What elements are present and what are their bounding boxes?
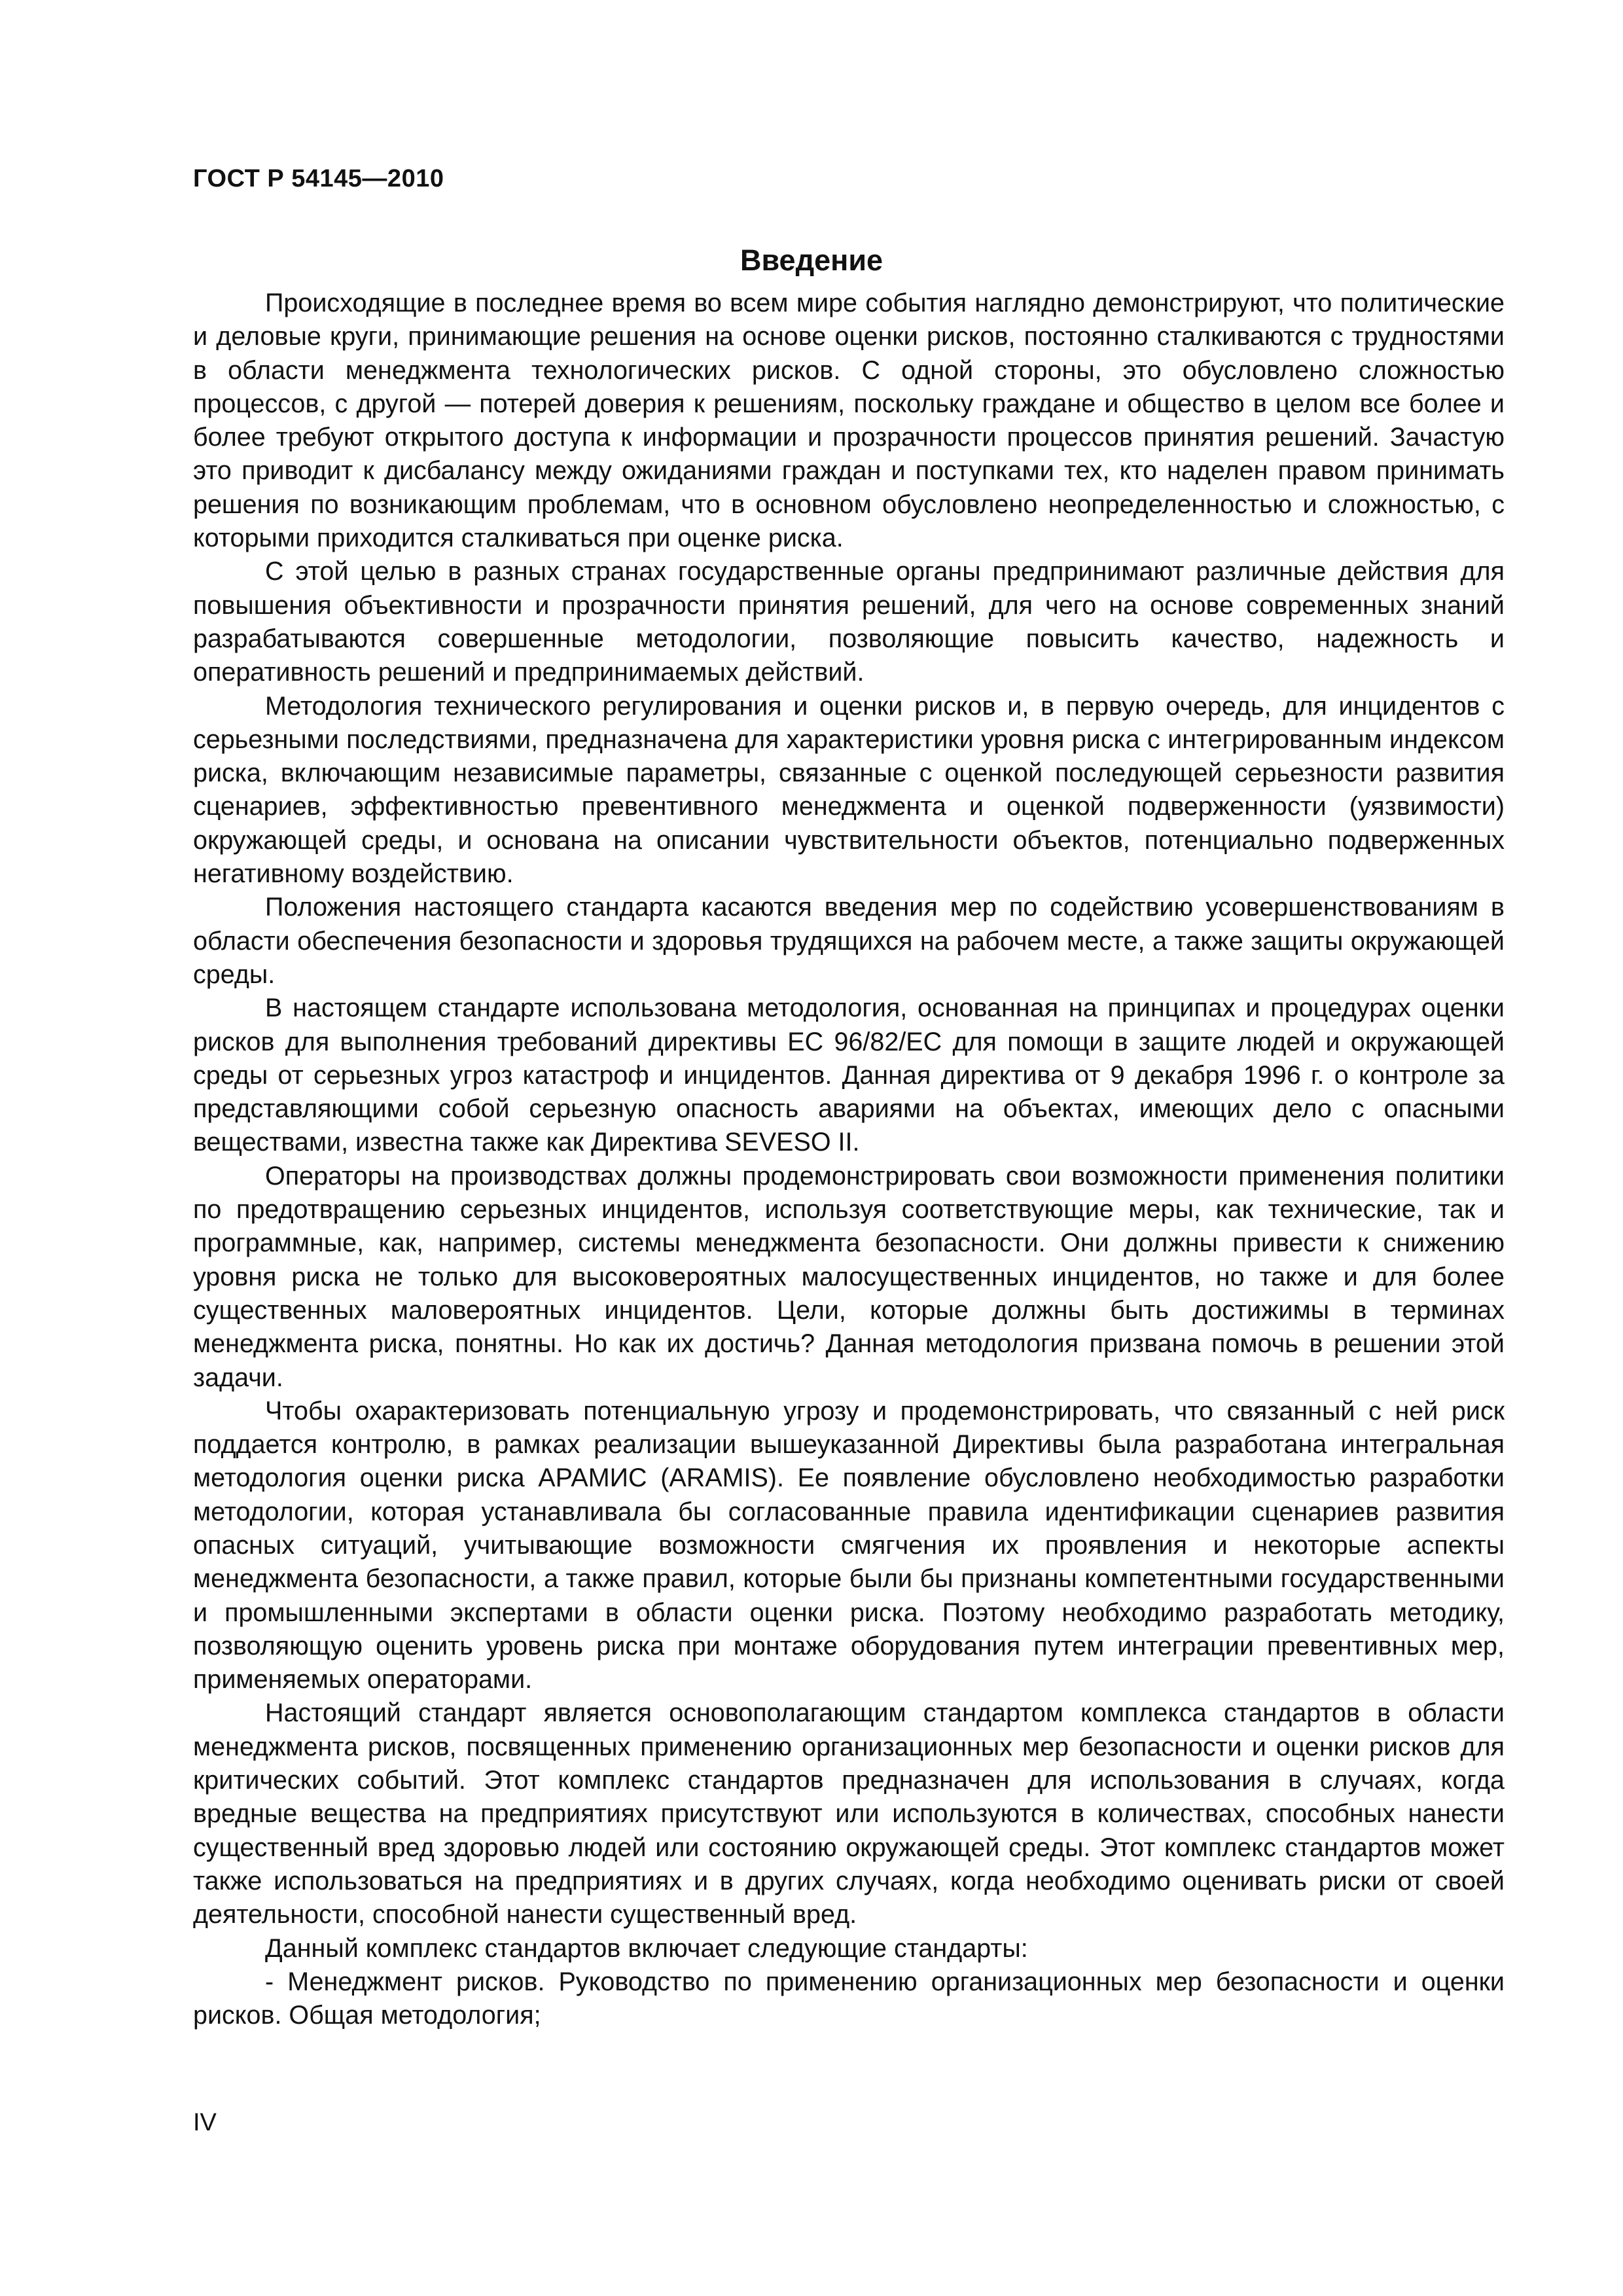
paragraph: Методология технического регулирования и оценки рисков и, в первую очередь, для инцидентов с серьезными последствиями, предназначена для характеристики уровня риска с интегрированным индексом риска, включающим независимые параметры, связанные с оценкой последующей серьезности развития сценариев, эффективностью превентивного менеджмента и оценкой подверженности (уязвимости) окружающей среды, и основана на описании чувствительности объектов, потенциально подверженных негативному воздействию.	[193, 691, 1505, 889]
section-title: Введение	[740, 243, 883, 277]
paragraph: С этой целью в разных странах государственные органы предпринимают различные действия для повышения объективности и прозрачности принятия решений, для чего на основе современных знаний разрабатываются совершенные методологии, позволяющие повысить качество, надежность и оперативность решений и предпринимаемых действий.	[193, 557, 1505, 687]
list-item: - Менеджмент рисков. Руководство по применению организационных мер безопасности и оценки рисков. Общая методология;	[193, 1967, 1505, 2030]
page-number: IV	[193, 2109, 217, 2136]
paragraph: В настоящем стандарте использована методология, основанная на принципах и процедурах оценки рисков для выполнения требований директивы ЕС 96/82/ЕС для помощи в защите людей и окружающей среды от серьезных угроз катастроф и инцидентов. Данная директива от 9 декабря 1996 г. о контроле за представляющими собой серьезную опасность авариями на объектах, имеющих дело с опасными веществами, известна также как Директива SEVESO II.	[193, 994, 1505, 1157]
paragraph: Положения настоящего стандарта касаются введения мер по содействию усовершенствованиям в области обеспечения безопасности и здоровья трудящихся на рабочем месте, а также защиты окружающей среды.	[193, 893, 1505, 989]
paragraph: Происходящие в последнее время во всем мире события наглядно демонстрируют, что политические и деловые круги, принимающие решения на основе оценки рисков, постоянно сталкиваются с трудностями в области менеджмента технологических рисков. С одной стороны, это обусловлено сложностью процессов, с другой — потерей доверия к решениям, поскольку граждане и общество в целом все более и более требуют открытого доступа к информации и прозрачности процессов принятия решений. Зачастую это приводит к дисбалансу между ожиданиями граждан и поступками тех, кто наделен правом принимать решения по возникающим проблемам, что в основном обусловлено неопределенностью и сложностью, с которыми приходится сталкиваться при оценке риска.	[193, 289, 1505, 553]
document-body	[193, 287, 1505, 2032]
paragraph: Чтобы охарактеризовать потенциальную угрозу и продемонстрировать, что связанный с ней риск поддается контролю, в рамках реализации вышеуказанной Директивы была разработана интегральная методология оценки риска АРАМИС (ARAMIS). Ее появление обусловлено необходимостью разработки методологии, которая устанавливала бы согласованные правила идентификации сценариев развития опасных ситуаций, учитывающие возможности смягчения их проявления и некоторые аспекты менеджмента безопасности, а также правил, которые были бы признаны компетентными государственными и промышленными экспертами в области оценки риска. Поэтому необходимо разработать методику, позволяющую оценить уровень риска при монтаже оборудования путем интеграции превентивных мер, применяемых операторами.	[193, 1396, 1505, 1695]
paragraph: Данный комплекс стандартов включает следующие стандарты:	[265, 1933, 1028, 1963]
document-number-header: ГОСТ Р 54145—2010	[193, 165, 444, 192]
paragraph: Операторы на производствах должны продемонстрировать свои возможности применения политики по предотвращению серьезных инцидентов, используя соответствующие меры, как технические, так и программные, как, например, системы менеджмента безопасности. Они должны привести к снижению уровня риска не только для высоковероятных малосущественных инцидентов, но также и для более существенных маловероятных инцидентов. Цели, которые должны быть достижимы в терминах менеджмента риска, понятны. Но как их достичь? Данная методология призвана помочь в решении этой задачи.	[193, 1161, 1505, 1392]
paragraph: Настоящий стандарт является основополагающим стандартом комплекса стандартов в области менеджмента рисков, посвященных применению организационных мер безопасности и оценки рисков для критических событий. Этот комплекс стандартов предназначен для использования в случаях, когда вредные вещества на предприятиях присутствуют или используются в количествах, способных нанести существенный вред здоровью людей или состоянию окружающей среды. Этот комплекс стандартов может также использоваться на предприятиях и в других случаях, когда необходимо оценивать риски от своей деятельности, способной нанести существенный вред.	[193, 1698, 1505, 1929]
